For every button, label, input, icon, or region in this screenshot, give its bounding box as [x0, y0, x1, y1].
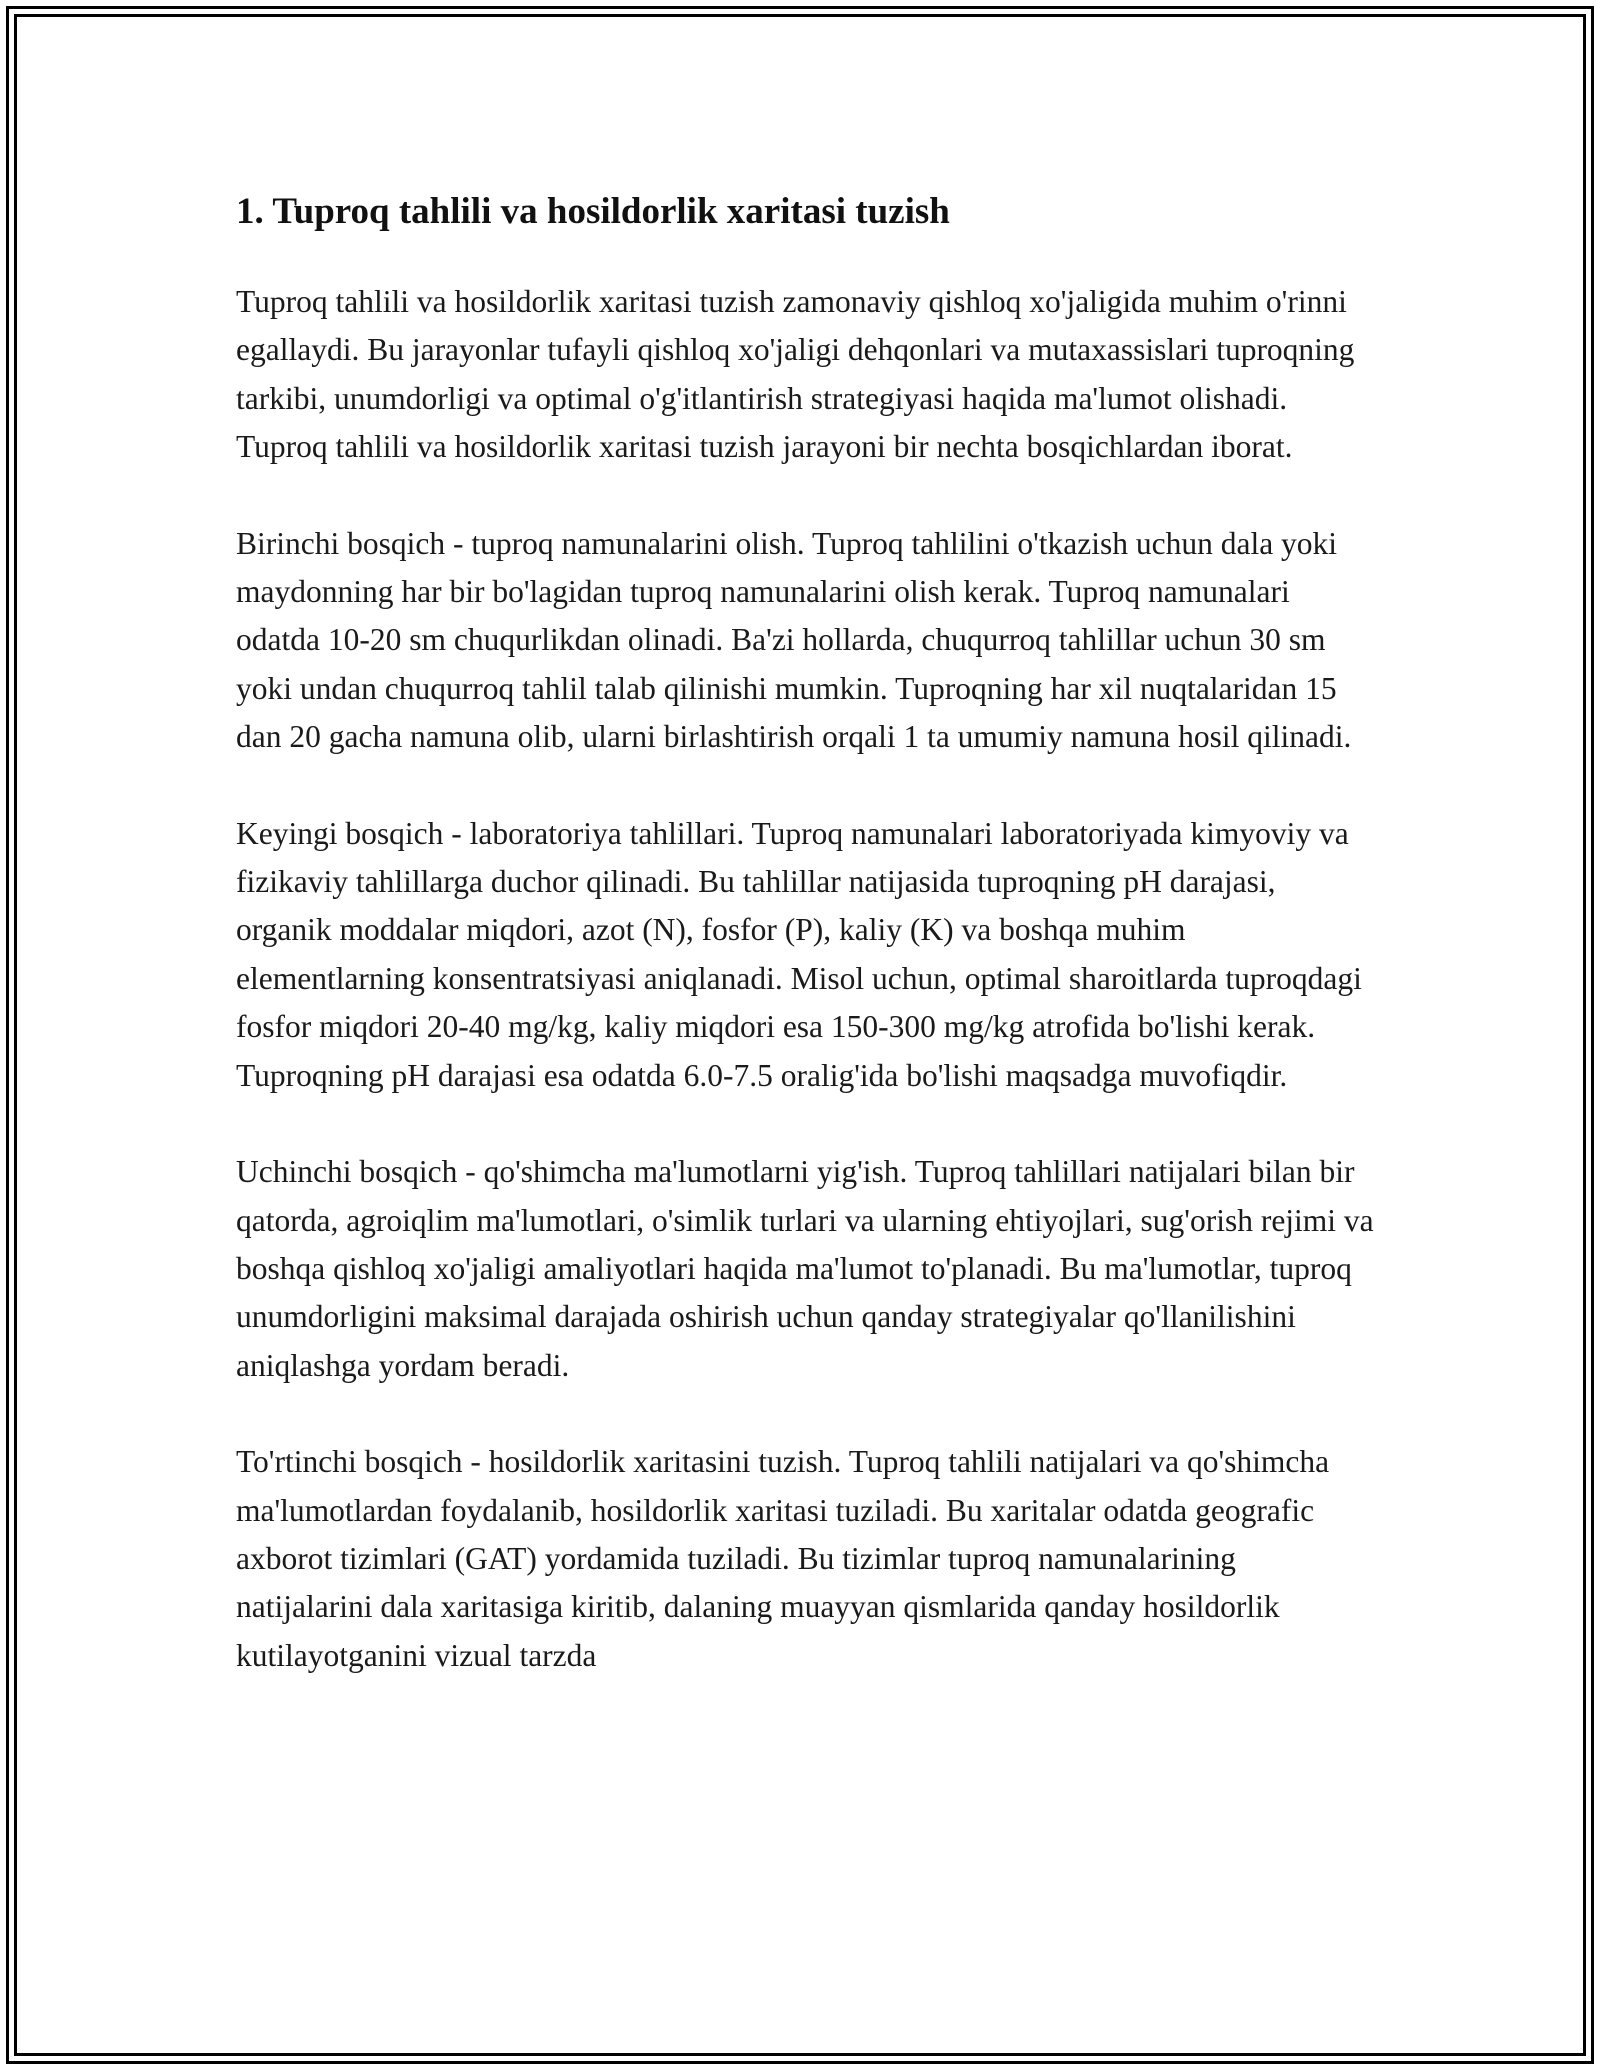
section-heading: 1. Tuproq tahlili va hosildorlik xaritasi tuzish [236, 191, 950, 232]
document-body [236, 180, 1376, 1680]
paragraph-intro: Tuproq tahlili va hosildorlik xaritasi tuzish zamonaviy qishloq xo'jaligida muhim o'rinni egallaydi. Bu jarayonlar tufayli qishloq xo'jaligi dehqonlari va mutaxassislari tuproqning tarkibi, unumdorligi va optimal o'g'itlantirish strategiyasi haqida ma'lumot olishadi. Tuproq tahlili va hosildorlik xaritasi tuzish jarayoni bir nechta bosqichlardan iborat. [236, 284, 1355, 465]
paragraph-step-4: To'rtinchi bosqich - hosildorlik xaritasini tuzish. Tuproq tahlili natijalari va qo'shimcha ma'lumotlardan foydalanib, hosildorlik xaritasi tuziladi. Bu xaritalar odatda geografic axborot tizimlari (GAT) yordamida tuziladi. Bu tizimlar tuproq namunalarining natijalarini dala xaritasiga kiritib, dalaning muayyan qismlarida qanday hosildorlik kutilayotganini vizual tarzda [236, 1444, 1330, 1673]
paragraph-step-2: Keyingi bosqich - laboratoriya tahlillari. Tuproq namunalari laboratoriyada kimyoviy va fizikaviy tahlillarga duchor qilinadi. Bu tahlillar natijasida tuproqning pH darajasi, organik moddalar miqdori, azot (N), fosfor (P), kaliy (K) va boshqa muhim elementlarning konsentratsiyasi aniqlanadi. Misol uchun, optimal sharoitlarda tuproqdagi fosfor miqdori 20-40 mg/kg, kaliy miqdori esa 150-300 mg/kg atrofida bo'lishi kerak. Tuproqning pH darajasi esa odatda 6.0-7.5 oralig'ida bo'lishi maqsadga muvofiqdir. [236, 815, 1362, 1093]
paragraph-step-3: Uchinchi bosqich - qo'shimcha ma'lumotlarni yig'ish. Tuproq tahlillari natijalari bilan bir qatorda, agroiqlim ma'lumotlari, o'simlik turlari va ularning ehtiyojlari, sug'orish rejimi va boshqa qishloq xo'jaligi amaliyotlari haqida ma'lumot to'planadi. Bu ma'lumotlar, tuproq unumdorligini maksimal darajada oshirish uchun qanday strategiyalar qo'llanilishini aniqlashga yordam beradi. [236, 1154, 1374, 1383]
paragraph-step-1: Birinchi bosqich - tuproq namunalarini olish. Tuproq tahlilini o'tkazish uchun dala yoki maydonning har bir bo'lagidan tuproq namunalarini olish kerak. Tuproq namunalari odatda 10-20 sm chuqurlikdan olinadi. Ba'zi hollarda, chuqurroq tahlillar uchun 30 sm yoki undan chuqurroq tahlil talab qilinishi mumkin. Tuproqning har xil nuqtalaridan 15 dan 20 gacha namuna olib, ularni birlashtirish orqali 1 ta umumiy namuna hosil qilinadi. [236, 525, 1352, 755]
